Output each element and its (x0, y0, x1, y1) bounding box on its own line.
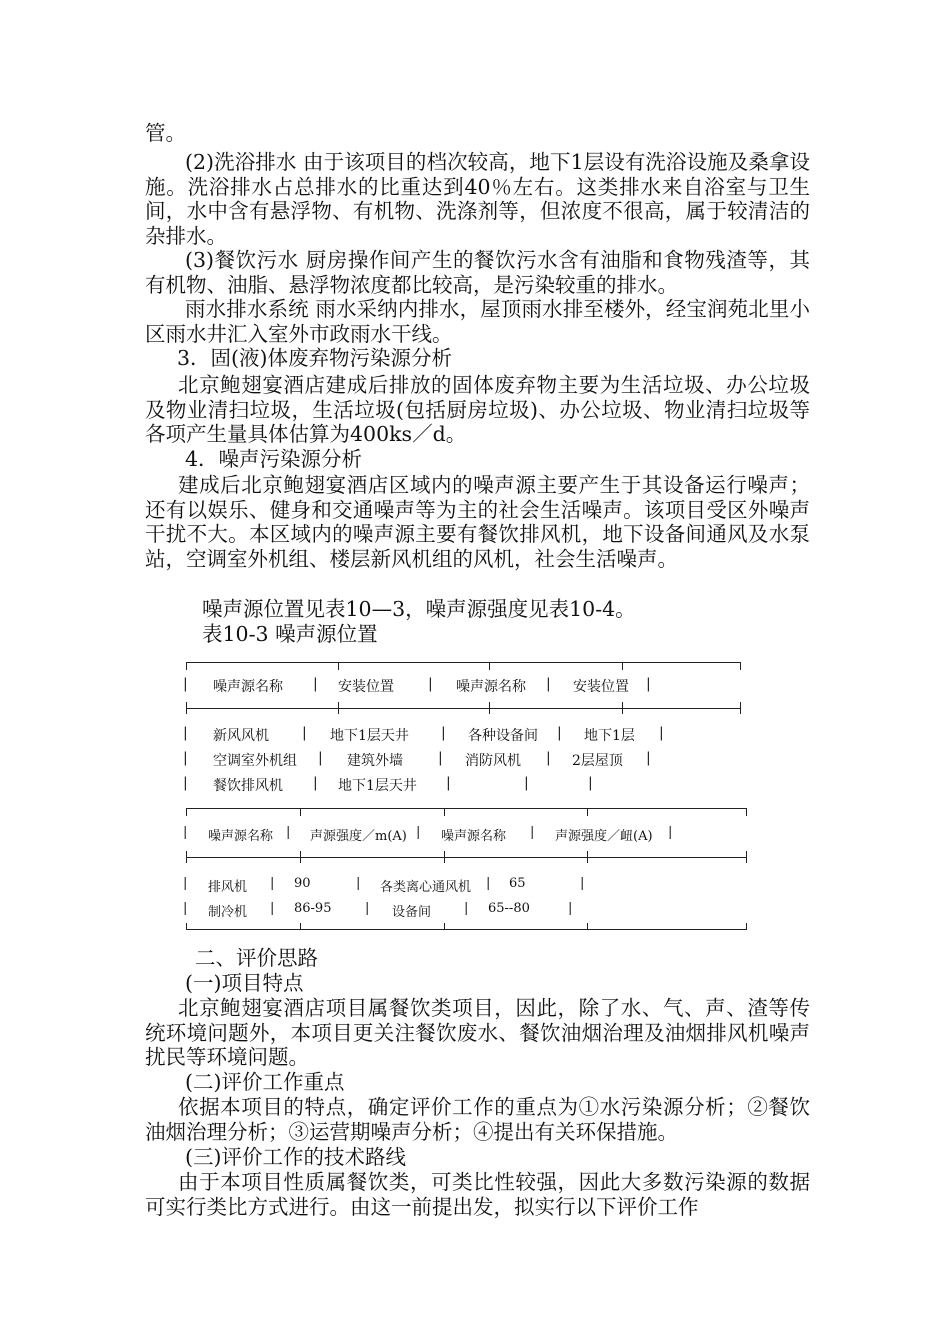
paragraph-noise: 建成后北京鲍翅宴酒店区域内的噪声源主要产生于其设备运行噪声；还有以娱乐、健身和交通噪声等为主的社会生活噪声。该项目受区外噪声干扰不大。本区域内的噪声源主要有餐饮排风机，地下设备间通风及水泵站，空调室外机组、楼层新风机组的风机，社会生活噪声。 (145, 473, 810, 571)
table1-border-bar: | (302, 725, 307, 741)
table1-border-bar: | (659, 725, 664, 741)
table1-header-cell: 安装位置 (338, 679, 394, 695)
table2-cell: 制冷机 (208, 905, 248, 920)
table1-tick (622, 662, 623, 670)
table2-header-cell: 声源强度／m(A) (310, 829, 407, 844)
table2-cell: 设备间 (392, 905, 432, 920)
table1-border-bar: | (546, 676, 551, 692)
table1-cell: 空调室外机组 (213, 753, 297, 769)
table2-tick (444, 851, 445, 863)
table2-tick (746, 808, 747, 816)
table2-tick (587, 923, 588, 930)
table1-tick (740, 662, 741, 670)
table1-border-bar: | (524, 775, 529, 791)
subheading-technical-route: (三)评价工作的技术路线 (185, 1145, 406, 1169)
table2-tick (587, 808, 588, 816)
table1-tick (489, 662, 490, 670)
table1-border-bar: | (588, 775, 593, 791)
subheading-work-focus: (二)评价工作重点 (185, 1070, 345, 1094)
table1-cell: 消防风机 (465, 753, 521, 769)
table2-tick (300, 851, 301, 863)
table1-border-bar: | (438, 750, 443, 766)
table2-cell: 排风机 (208, 880, 248, 895)
paragraph-bath-drainage: (2)洗浴排水 由于该项目的档次较高，地下1层设有洗浴设施及桑拿设施。洗浴排水占总排水的比重达到40％左右。这类排水来自浴室与卫生间，水中含有悬浮物、有机物、洗涤剂等，但浓度不很高，属于较清洁的杂排水。 (145, 150, 810, 248)
table2-cell: 各类离心通风机 (380, 880, 472, 895)
table2-border-bar: | (668, 825, 673, 840)
table2-tick (746, 851, 747, 863)
table2-tick (186, 923, 187, 930)
table2-tick (444, 923, 445, 930)
table2-header-cell: 声源强度／衄(A) (555, 829, 653, 844)
table1-cell: 地下1层天井 (330, 728, 409, 744)
table2-border-bar: | (486, 876, 491, 891)
table2-border-bar: | (286, 825, 291, 840)
table2-cell: 65--80 (488, 901, 530, 916)
table2-border-bar: | (464, 901, 469, 916)
paragraph-rainwater: 雨水排水系统 雨水采纳内排水，屋顶雨水排至楼外，经宝润苑北里小区雨水井汇入室外市政雨水干线。 (145, 297, 810, 346)
table2-header-cell: 噪声源名称 (208, 829, 274, 844)
table1-border-bar: | (646, 750, 651, 766)
table2-header-rule (186, 857, 746, 858)
table2-tick (444, 808, 445, 816)
table2-border-bar: | (183, 901, 188, 916)
table1-tick (338, 702, 339, 714)
table1-border-bar: | (546, 750, 551, 766)
table2-top-rule (186, 808, 746, 809)
table1-border-bar: | (183, 750, 188, 766)
paragraph-table-reference: 噪声源位置见表10—3，噪声源强度见表10-4。 (202, 597, 636, 621)
table1-border-bar: | (441, 725, 446, 741)
paragraph-work-focus: 依据本项目的特点，确定评价工作的重点为①水污染源分析；②餐饮油烟治理分析；③运营期噪声分析；④提出有关环保措施。 (145, 1095, 810, 1144)
table1-border-bar: | (557, 725, 562, 741)
heading-noise: 4．噪声污染源分析 (185, 447, 363, 471)
table2-border-bar: | (530, 825, 535, 840)
table1-border-bar: | (313, 676, 318, 692)
table2-tick (746, 923, 747, 930)
table1-tick (622, 702, 623, 714)
table1-border-bar: | (428, 676, 433, 692)
table1-border-bar: | (446, 775, 451, 791)
table2-border-bar: | (365, 901, 370, 916)
table1-cell: 地下1层 (584, 728, 635, 744)
table1-border-bar: | (313, 775, 318, 791)
subheading-project-features: (一)项目特点 (185, 971, 304, 995)
table1-tick (338, 662, 339, 670)
table1-border-bar: | (318, 750, 323, 766)
table1-cell: 餐饮排风机 (213, 778, 283, 794)
section-heading-evaluation: 二、评价思路 (195, 946, 318, 970)
table1-border-bar: | (183, 725, 188, 741)
table2-header-cell: 噪声源名称 (441, 829, 507, 844)
table1-border-bar: | (183, 775, 188, 791)
table1-tick (186, 702, 187, 714)
table2-border-bar: | (183, 876, 188, 891)
table2-tick (300, 808, 301, 816)
table1-header-rule (186, 708, 740, 709)
table2-border-bar: | (270, 876, 275, 891)
table2-border-bar: | (183, 825, 188, 840)
paragraph-catering-wastewater: (3)餐饮污水 厨房操作间产生的餐饮污水含有油脂和食物残渣等，其有机物、油脂、悬浮物浓度都比较高，是污染较重的排水。 (145, 248, 810, 297)
paragraph-technical-route: 由于本项目性质属餐饮类，可类比性较强，因此大多数污染源的数据可实行类比方式进行。由这一前提出发，拟实行以下评价工作 (145, 1170, 810, 1219)
table2-tick (587, 851, 588, 863)
table1-tick (489, 702, 490, 714)
paragraph-project-features: 北京鲍翅宴酒店项目属餐饮类项目，因此，除了水、气、声、渣等传统环境问题外，本项目更关注餐饮废水、餐饮油烟治理及油烟排风机噪声扰民等环境问题。 (145, 996, 810, 1069)
table2-border-bar: | (416, 825, 421, 840)
table2-tick (300, 923, 301, 930)
table2-border-bar: | (356, 876, 361, 891)
table1-header-cell: 安装位置 (573, 679, 629, 695)
table1-tick (740, 702, 741, 714)
table2-tick (186, 808, 187, 816)
paragraph-solid-waste: 北京鲍翅宴酒店建成后排放的固体废弃物主要为生活垃圾、办公垃圾及物业清扫垃圾，生活垃圾(包括厨房垃圾)、办公垃圾、物业清扫垃圾等各项产生量具体估算为400ks／d。 (145, 373, 810, 446)
table2-tick (186, 851, 187, 863)
table1-border-bar: | (183, 676, 188, 692)
table-caption: 表10-3 噪声源位置 (202, 622, 378, 646)
heading-solid-waste: 3．固(液)体废弃物污染源分析 (177, 346, 453, 370)
table1-cell: 2层屋顶 (572, 753, 623, 769)
table1-header-cell: 噪声源名称 (213, 679, 283, 695)
table1-tick (186, 662, 187, 670)
table2-cell: 86-95 (294, 901, 332, 916)
table1-cell: 地下1层天井 (338, 778, 417, 794)
table1-cell: 建筑外墙 (347, 753, 403, 769)
table1-cell: 各种设备间 (468, 728, 538, 744)
table1-border-bar: | (646, 676, 651, 692)
table2-cell: 90 (294, 876, 311, 891)
table1-top-rule (186, 662, 740, 663)
table2-bottom-rule (186, 929, 746, 930)
table2-border-bar: | (568, 901, 573, 916)
table1-header-cell: 噪声源名称 (456, 679, 526, 695)
table2-cell: 65 (509, 876, 526, 891)
paragraph-continuation: 管。 (145, 121, 186, 145)
table2-border-bar: | (580, 876, 585, 891)
table2-border-bar: | (270, 901, 275, 916)
table1-cell: 新风风机 (213, 728, 269, 744)
